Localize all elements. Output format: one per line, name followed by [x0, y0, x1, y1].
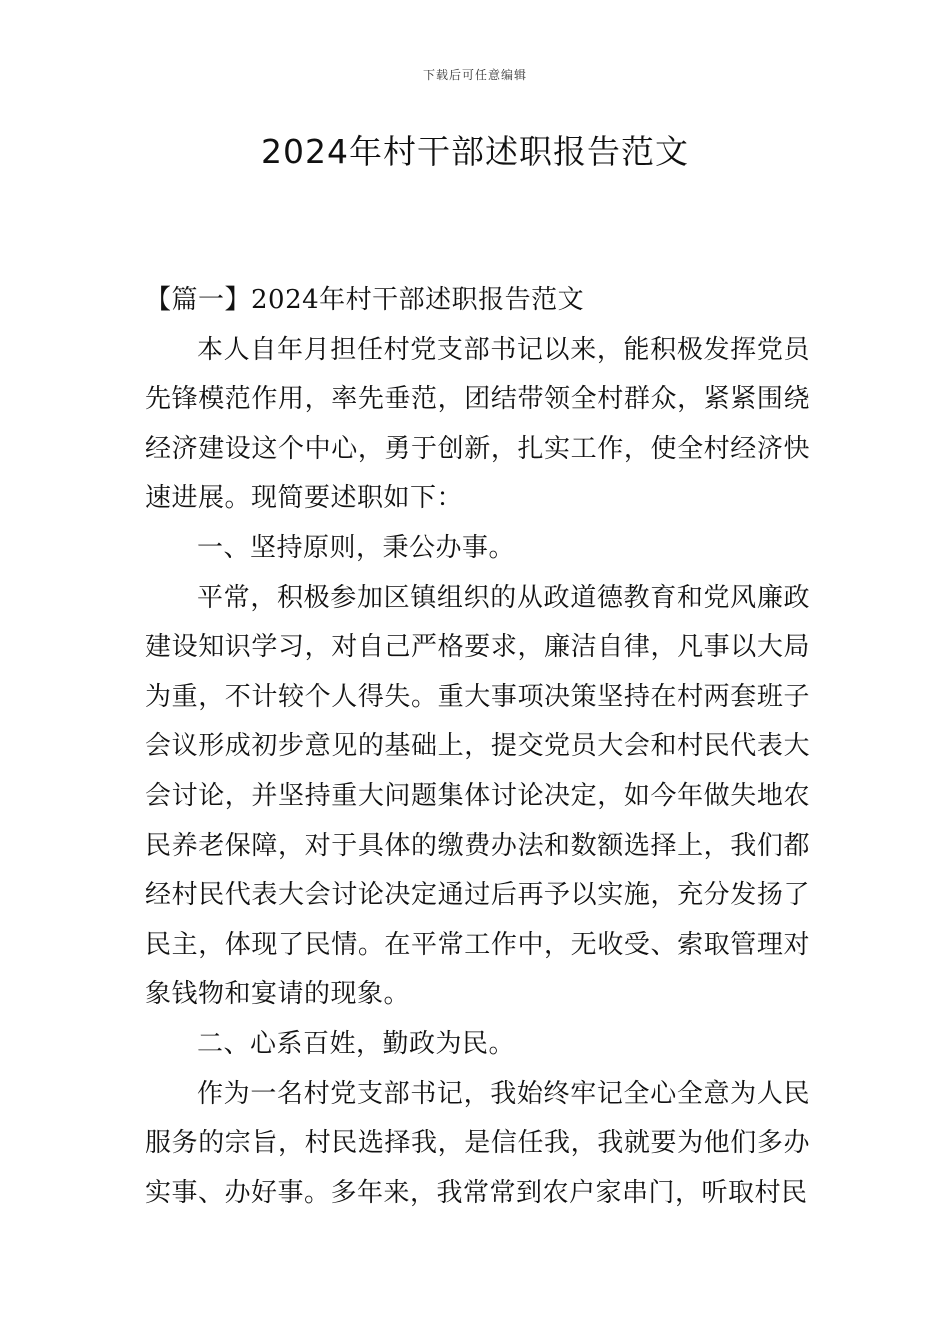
heading-principle: 一、坚持原则，秉公办事。 [197, 532, 516, 563]
paragraph-service: 作为一名村党支部书记，我始终牢记全心全意为人民服务的宗旨，村民选择我，是信任我，我就要为他们多办实事、办好事。多年来，我常常到农户家串门，听取村民 [145, 1078, 810, 1208]
paragraph-principle: 平常，积极参加区镇组织的从政道德教育和党风廉政建设知识学习，对自己严格要求，廉洁自律，凡事以大局为重，不计较个人得失。重大事项决策坚持在村两套班子会议形成初步意见的基础上，提交党员大会和村民代表大会讨论，并坚持重大问题集体讨论决定，如今年做失地农民养老保障，对于具体的缴费办法和数额选择上，我们都经村民代表大会讨论决定通过后再予以实施，充分发扬了民主，体现了民情。在平常工作中，无收受、索取管理对象钱物和宴请的现象。 [145, 582, 810, 1010]
paragraph-intro: 本人自年月担任村党支部书记以来，能积极发挥党员先锋模范作用，率先垂范，团结带领全村群众，紧紧围绕经济建设这个中心，勇于创新，扎实工作，使全村经济快速进展。现简要述职如下： [145, 334, 810, 514]
heading-service: 二、心系百姓，勤政为民。 [197, 1028, 516, 1059]
section-label: 【篇一】2024年村干部述职报告范文 [145, 285, 585, 315]
document-title: 2024年村干部述职报告范文 [261, 132, 689, 171]
header-note: 下载后可任意编辑 [422, 68, 527, 82]
document-body [145, 276, 810, 1218]
